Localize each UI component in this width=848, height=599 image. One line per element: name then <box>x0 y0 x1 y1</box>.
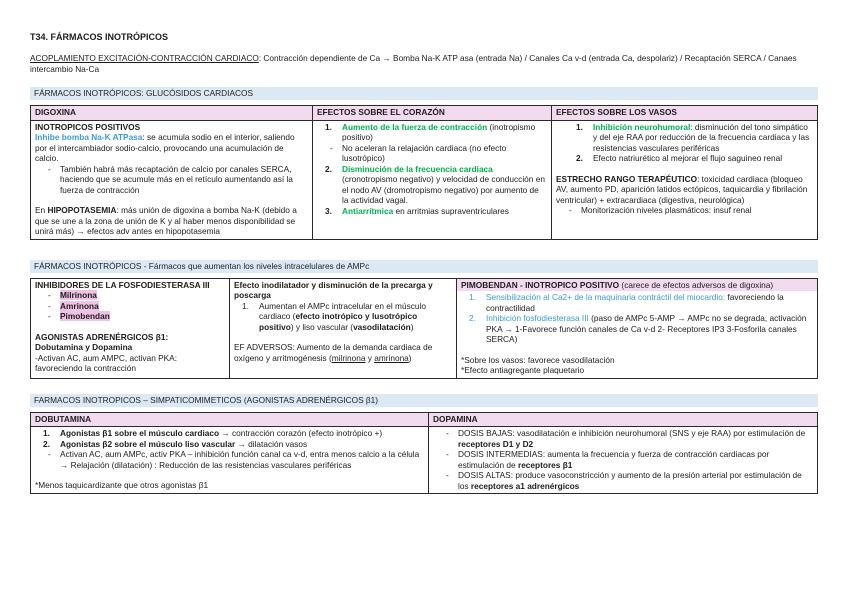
vasos-item-2 <box>556 153 813 164</box>
inodilatador-title: Efecto inodilatador y disminución de la precarga y poscarga <box>234 279 433 300</box>
number-marker: 2. <box>469 313 476 323</box>
dash-marker: - <box>48 163 51 174</box>
dosis-bajas-receptores: receptores D1 y D2 <box>458 438 534 449</box>
corazon-item-3-text <box>342 206 547 217</box>
drug-milrinona-label: Milrinona <box>60 290 97 300</box>
corazon-item-1 <box>317 122 547 143</box>
vasos-monitorizacion <box>556 205 813 216</box>
corazon-item-2 <box>317 164 547 206</box>
table-glucosidos-body-row <box>31 121 817 239</box>
cell-dobutamina <box>31 427 428 493</box>
rango-terapeutico-rest: : toxicidad cardiaca (bloqueo AV, aumento PD, aparición latidos ectópicos, taquicardia y fibrilación ventricular) + extracardiaca (digestiva, neurológica) <box>556 173 808 205</box>
dobutamina-item-1-text <box>60 428 424 439</box>
dash-marker: - <box>569 205 572 215</box>
agonistas-title: AGONISTAS ADRENÉRGICOS β1: <box>35 331 169 342</box>
dash-marker: - <box>330 142 333 153</box>
spacer <box>461 345 813 355</box>
dobutamina-item-2-text <box>60 439 424 450</box>
dobutamina-note: *Menos taquicardizante que otros agonistas β1 <box>35 480 209 490</box>
digoxina-mechanism <box>35 132 308 164</box>
dopamina-dosis-intermedias-text <box>458 449 813 470</box>
corazon-item-2-rest: (cronotropismo negativo) y velocidad de conducción en el nodo AV (dromotropismo negativo) por aumento de la actividad vagal. <box>342 174 545 205</box>
inhibidores-title: INHIBIDORES DE LA FOSFODIESTERASA III <box>35 279 210 290</box>
number-marker: 1. <box>325 121 332 132</box>
col-header-dobutamina: DOBUTAMINA <box>31 413 428 427</box>
table-simpaticomimeticos-body-row <box>31 427 817 493</box>
dopamina-dosis-bajas-text <box>458 428 813 449</box>
ef-adversos-lead: EF ADVERSOS: Aumento de la demanda cardiaca de oxígeno y arritmogénesis ( <box>234 342 433 363</box>
number-marker: 2. <box>325 163 332 174</box>
dash-marker: - <box>446 449 449 459</box>
intro-text: : Contracción dependiente de Ca → Bomba Na-K ATP asa (entrada Na) / Canales Ca v-d (entrada Ca, despolariz) / Recaptación SERCA / Canaes intercambio Na-Ca <box>30 53 797 74</box>
ef-adversos-milrinona: milrinona <box>331 352 366 363</box>
agonistas-drugs: Dobutamina y Dopamina <box>35 342 133 352</box>
dobutamina-item-3 <box>35 449 424 470</box>
digoxina-mechanism-rest: : se acumula sodio en el interior, saliendo por el intercambiador sodio-calcio, provocando una acumulación de calcio. <box>35 132 295 163</box>
pimobendan-note-antiagregante: *Efecto antiagregante plaquetario <box>461 365 585 375</box>
dash-marker: - <box>48 449 51 459</box>
intro-paragraph <box>30 53 818 75</box>
vasos-monitorizacion-text: Monitorización niveles plasmáticos: insuf renal <box>581 205 752 215</box>
digoxina-subtitle: INOTROPICOS POSITIVOS <box>35 121 141 132</box>
table-ampc <box>30 278 818 379</box>
dosis-intermedias-lead: DOSIS INTERMEDIAS: aumenta la frecuencia y fuerza de contracción cardiacas por estimulación de <box>458 449 770 470</box>
corazon-subitem-1 <box>317 143 547 164</box>
ef-adversos-amrinona: amrinona <box>374 352 409 363</box>
section-header-simpaticomimeticos: FARMACOS INOTROPICOS – SIMPATICOMIMETICOS (AGONISTAS ADRENÉRGICOS β1) <box>30 394 818 407</box>
table-glucosidos <box>30 105 818 240</box>
number-marker: 2. <box>43 438 50 449</box>
dobutamina-item-1-rest: → contracción corazón (efecto inotrópico +) <box>219 428 383 438</box>
hipo-term: HIPOPOTASEMIA <box>47 205 117 215</box>
pimobendan-item-1 <box>461 292 813 313</box>
section-header-ampc: FÁRMACOS INOTRÓPICOS - Fármacos que aumentan los niveles intracelulares de AMPc <box>30 260 818 273</box>
table-ampc-body-row <box>31 279 817 378</box>
cell-efectos-corazon <box>312 121 551 239</box>
hipo-rest: : más unión de digoxina a bomba Na-K (debido a que se une a la zona de unión de K y al haber menos disponibilidad se unirá más) → efectos adv antes en hipopotasemia <box>35 205 297 236</box>
corazon-item-2-lead: Disminución de la frecuencia cardiaca <box>342 163 493 174</box>
number-marker: 1. <box>469 292 476 302</box>
rango-terapeutico-lead: ESTRECHO RANGO TERAPÉUTICO <box>556 173 698 184</box>
corazon-subitem-1-text: No aceleran la relajación cardiaca (no efecto lusotrópico) <box>342 142 507 163</box>
cell-pimobendan <box>456 279 817 378</box>
digoxina-bullet-serca-text: También habrá más recaptación de calcio por canales SERCA, haciendo que se acumule más en el retículo aumentando así la fuerza de contracción <box>60 163 293 195</box>
pimobendan-body <box>457 291 817 378</box>
seg-a: Aumentan el AMPc intracelular en el músculo cardiaco ( <box>259 300 426 321</box>
corazon-item-1-rest: (inotropismo positivo) <box>342 121 536 142</box>
hipo-lead: En <box>35 205 48 215</box>
vasos-item-2-text: Efecto natriurético al mejorar el flujo saguineo renal <box>593 153 783 163</box>
pimobendan-note-vasos: *Sobre los vasos: favorece vasodilatación <box>461 354 615 365</box>
intro-label: ACOPLAMIENTO EXCITACIÓN-CONTRACCIÓN CARDIACO <box>30 53 259 63</box>
seg-vasodilatacion-bold: vasodilatación <box>353 321 411 332</box>
ef-adversos-close: ) <box>408 352 412 363</box>
digoxina-bullet-serca <box>35 164 308 196</box>
pimobendan-header-rest: (carece de efectos adversos de digoxina) <box>619 279 774 290</box>
drug-amrinona <box>60 301 225 312</box>
pimobendan-header <box>457 279 817 292</box>
pimobendan-item-1-rest: favoreciendo la contractilidad <box>486 292 784 313</box>
pimobendan-item-1-text <box>486 292 813 313</box>
dosis-intermedias-receptores: receptores β1 <box>517 459 573 470</box>
seg-e: ) <box>410 321 414 332</box>
cell-efecto-inodilatador <box>229 279 456 378</box>
drug-pimobendan-label: Pimobendan <box>60 311 110 321</box>
vasos-item-1-rest: : disminución del tono simpático y del eje RAA por reducción de la frecuencia cardiaca y las resistencias vasculares periféricas <box>593 121 810 153</box>
spacer <box>234 332 452 342</box>
page-title: T34. FÁRMACOS INOTRÓPICOS <box>30 32 169 42</box>
number-marker: 1. <box>576 121 583 132</box>
seg-c: ) y liso vascular ( <box>290 321 354 332</box>
corazon-item-1-text <box>342 122 547 143</box>
pimobendan-item-2-text <box>486 313 813 345</box>
dopamina-dosis-altas-text <box>458 470 813 491</box>
number-marker: 3. <box>325 205 332 216</box>
spacer <box>35 322 225 332</box>
dosis-bajas-lead: DOSIS BAJAS: vasodilatación e inhibición neurohumoral (SNS y eje RAA) por estimulación de <box>458 428 806 438</box>
dash-marker: - <box>446 470 449 480</box>
dash-marker: - <box>446 428 449 438</box>
table-simpaticomimeticos <box>30 412 818 495</box>
drug-item-pimobendan <box>35 311 225 322</box>
drug-item-amrinona <box>35 301 225 312</box>
dash-marker: - <box>48 290 51 300</box>
drug-pimobendan <box>60 311 225 322</box>
pimobendan-header-bold: PIMOBENDAN - INOTROPICO POSITIVO <box>461 279 620 290</box>
dash-marker: - <box>48 300 51 311</box>
rango-terapeutico <box>556 174 813 206</box>
dopamina-dosis-bajas <box>433 428 813 449</box>
spacer <box>556 164 813 174</box>
pimobendan-item-2-rest: (paso de AMPc 5-AMP → AMPc no se degrada, activación PKA → 1-Favorece función canales de Ca v-d 2- Receptores IP3 3-Fosforila canales SERCA) <box>486 313 807 344</box>
col-header-efectos-vasos: EFECTOS SOBRE LOS VASOS <box>551 106 817 120</box>
seg-inotropico-bold: efecto inotrópico y lusotrópico positivo <box>259 311 418 332</box>
dash-marker: - <box>48 311 51 321</box>
col-header-dopamina: DOPAMINA <box>428 413 817 427</box>
col-header-efectos-corazon: EFECTOS SOBRE EL CORAZÓN <box>312 106 551 120</box>
dobutamina-item-2-lead: Agonistas β2 sobre el músculo liso vascular <box>60 438 236 449</box>
number-marker: 1. <box>242 300 249 311</box>
cell-digoxina <box>31 121 312 239</box>
cell-inhibidores-fosfodiesterasa <box>31 279 229 378</box>
drug-amrinona-label: Amrinona <box>60 300 99 311</box>
spacer <box>35 470 424 480</box>
corazon-item-3-lead: Antiarrítmica <box>342 205 394 216</box>
corazon-item-1-lead: Aumento de la fuerza de contracción <box>342 121 488 132</box>
number-marker: 2. <box>576 153 583 163</box>
dobutamina-item-2 <box>35 439 424 450</box>
section-header-glucosidos: FÁRMACOS INOTRÓPICOS: GLUCÓSIDOS CARDIACOS <box>30 87 818 100</box>
corazon-item-3 <box>317 206 547 217</box>
ef-adversos <box>234 342 452 363</box>
cell-efectos-vasos <box>551 121 817 239</box>
pimobendan-item-2 <box>461 313 813 345</box>
dobutamina-item-1-lead: Agonistas β1 sobre el músculo cardiaco <box>60 428 220 438</box>
drug-item-milrinona <box>35 290 225 301</box>
vasos-item-1-text <box>593 122 813 154</box>
dobutamina-item-1 <box>35 428 424 439</box>
inodilatador-item-1-text <box>259 301 452 333</box>
dopamina-dosis-intermedias <box>433 449 813 470</box>
corazon-item-3-rest: en arritmias supraventriculares <box>393 205 509 216</box>
table-glucosidos-header-row <box>31 106 817 121</box>
vasos-item-1 <box>556 122 813 154</box>
pimobendan-item-2-lead: Inhibición fosfodiesterasa III <box>486 313 589 323</box>
dopamina-dosis-altas <box>433 470 813 491</box>
dobutamina-item-3-text: Activan AC, aum AMPc, activ PKA – inhibición función canal ca v-d, entra menos calcio a la célula → Relajación (dilatación) : Reducción de las resistencias vasculares periféricas <box>60 449 420 470</box>
spacer <box>35 195 308 205</box>
digoxina-mechanism-lead: Inhibe bomba Na-K ATPasa <box>35 132 143 142</box>
col-header-digoxina: DIGOXINA <box>31 106 312 120</box>
table-simpaticomimeticos-header-row <box>31 413 817 428</box>
vasos-item-1-lead: Inhibición neurohumoral <box>593 121 691 132</box>
digoxina-hipopotasemia <box>35 205 308 237</box>
ef-adversos-y: y <box>365 352 375 363</box>
number-marker: 1. <box>43 428 50 438</box>
dobutamina-item-2-rest: → dilatación vasos <box>235 438 308 449</box>
agonistas-mechanism: -Activan AC, aum AMPC, activan PKA: favoreciendo la contracción <box>35 352 178 373</box>
drug-milrinona <box>60 290 225 301</box>
cell-dopamina <box>428 427 817 493</box>
dosis-altas-lead: DOSIS ALTAS: produce vasoconstricción y aumento de la presión arterial por estimulación de los <box>458 470 802 491</box>
dosis-altas-receptores: receptores a1 adrenérgicos <box>470 480 580 491</box>
pimobendan-item-1-lead: Sensibilización al Ca2+ de la maquinaria contráctil del miocardio: <box>486 292 726 302</box>
corazon-item-2-text <box>342 164 547 206</box>
inodilatador-item-1 <box>234 301 452 333</box>
